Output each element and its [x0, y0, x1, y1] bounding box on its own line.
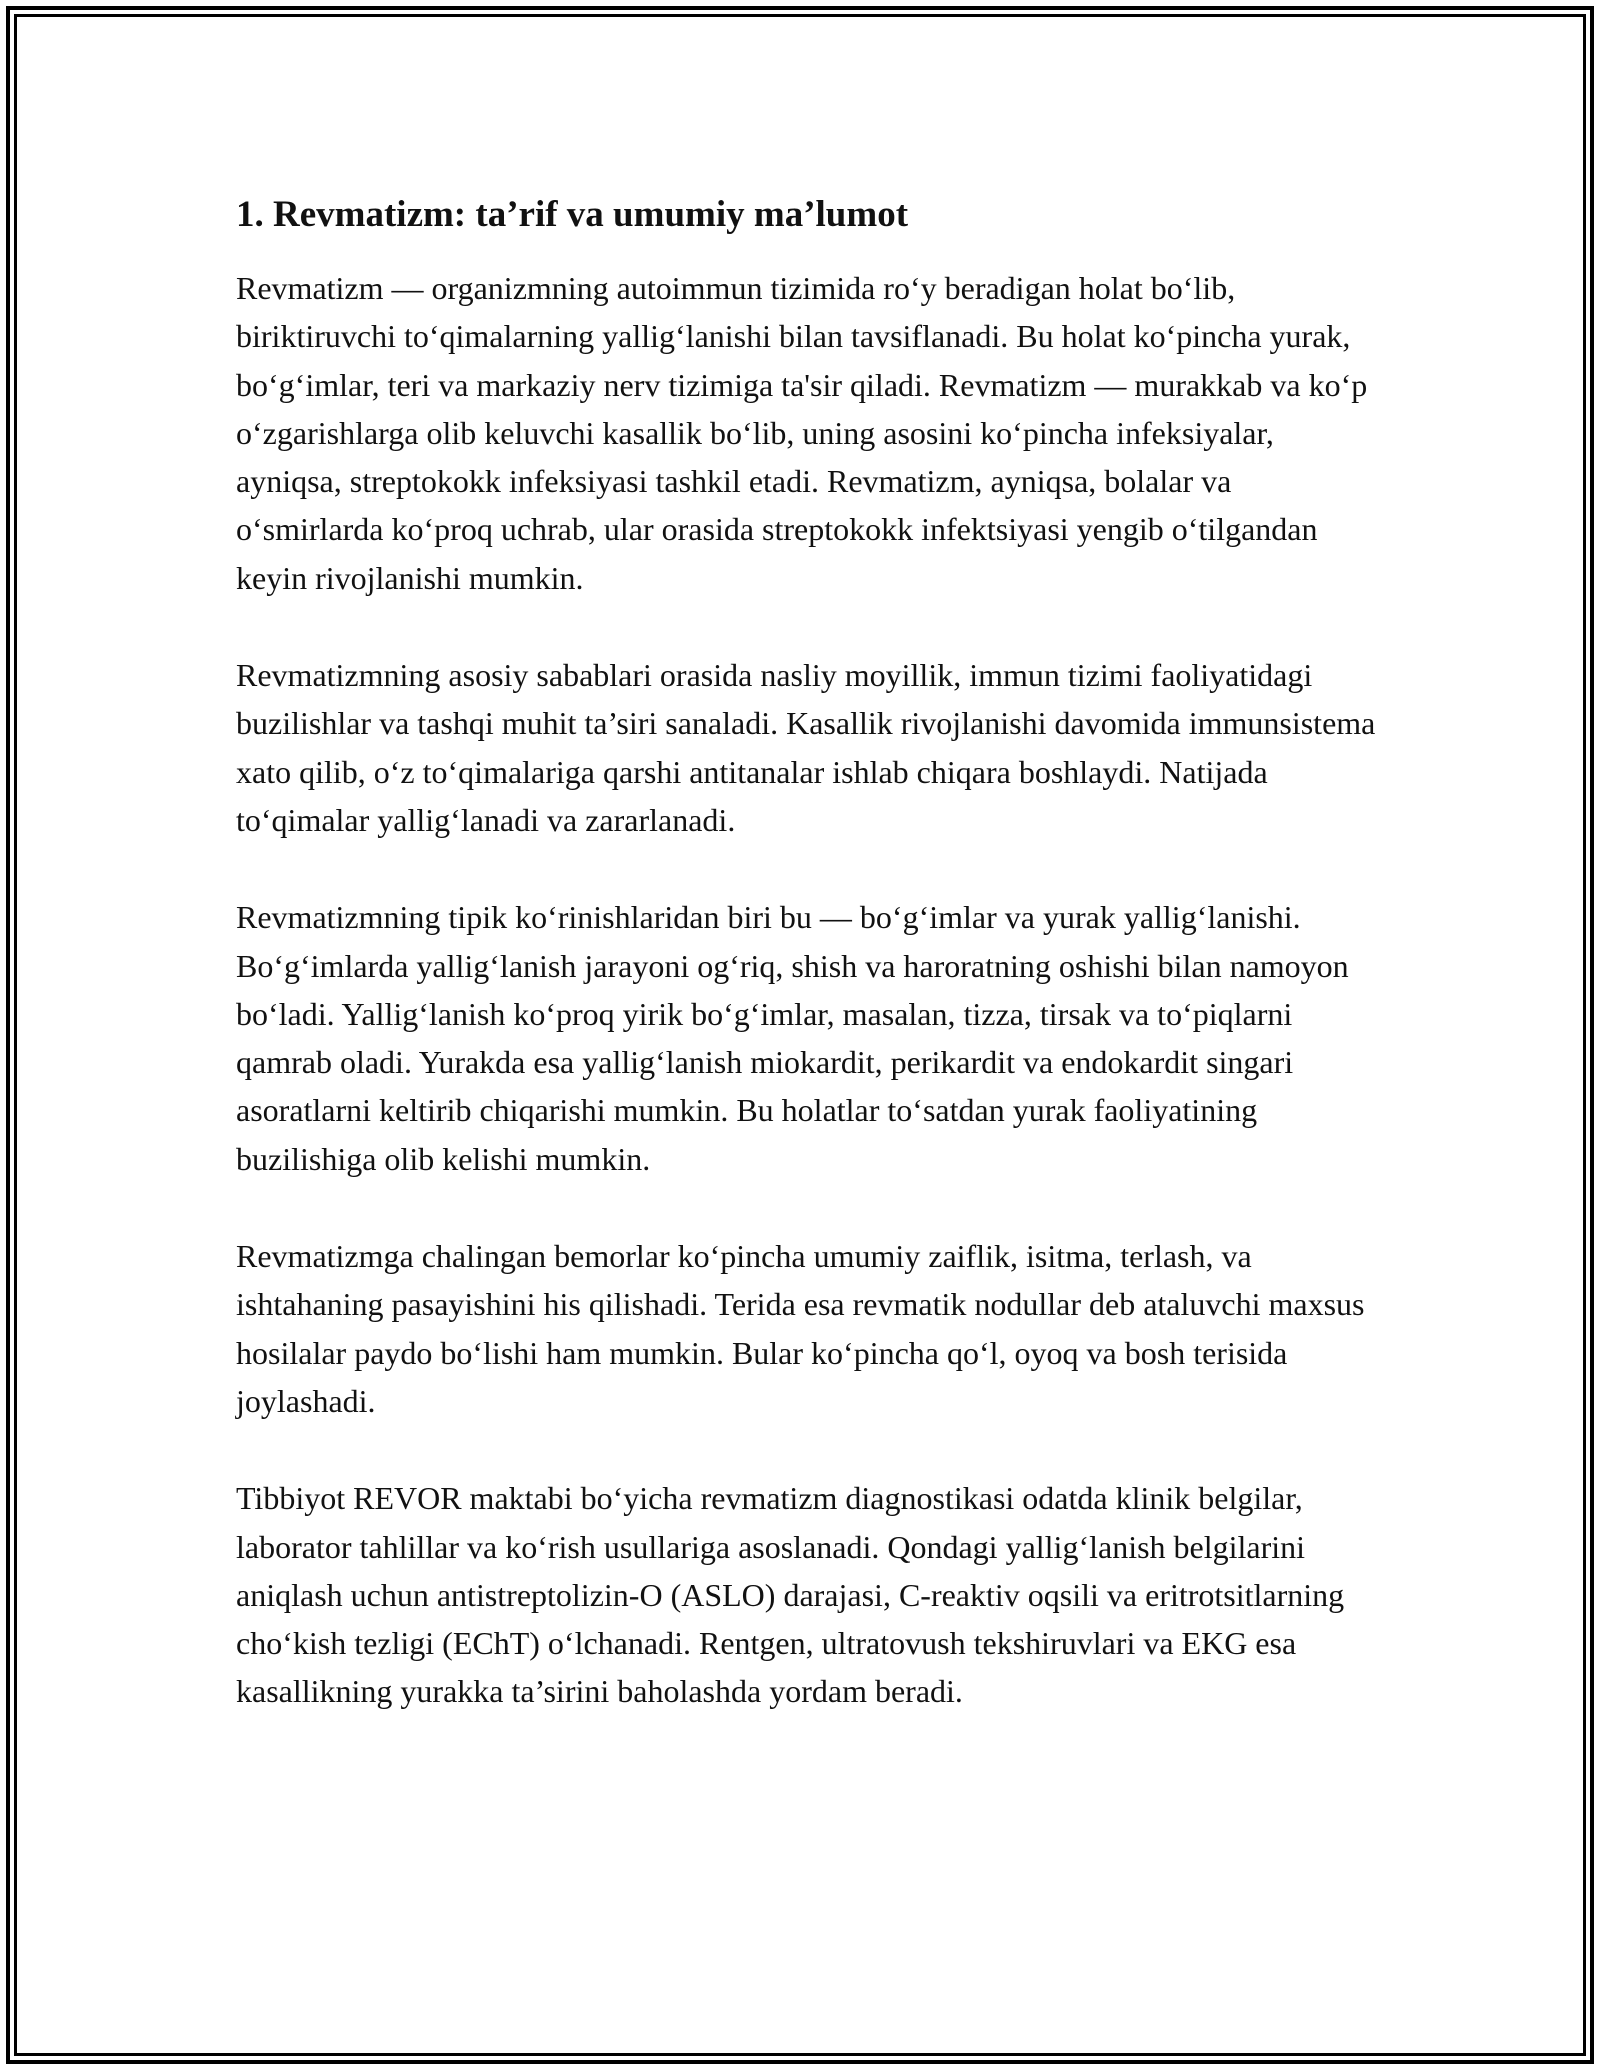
- paragraph-causes: Revmatizmning asosiy sabablari orasida nasliy moyillik, immun tizimi faoliyatidagi buzilishlar va tashqi muhit ta’siri sanaladi. Kasallik rivojlanishi davomida immunsistema xato qilib, o‘z to‘qimalariga qarshi antitanalar ishlab chiqara boshlaydi. Natijada to‘qimalar yallig‘lanadi va zararlanadi.: [236, 657, 1376, 838]
- section-heading: 1. Revmatizm: ta’rif va umumiy ma’lumot: [236, 194, 909, 235]
- paragraph-manifestations: Revmatizmning tipik ko‘rinishlaridan biri bu — bo‘g‘imlar va yurak yallig‘lanishi. Bo‘g‘imlarda yallig‘lanish jarayoni og‘riq, shish va haroratning oshishi bilan namoyon bo‘ladi. Yallig‘lanish ko‘proq yirik bo‘g‘imlar, masalan, tizza, tirsak va to‘piqlarni qamrab oladi. Yurakda esa yallig‘lanish miokardit, perikardit va endokardit singari asoratlarni keltirib chiqarishi mumkin. Bu holatlar to‘satdan yurak faoliyatining buzilishiga olib kelishi mumkin.: [236, 899, 1349, 1177]
- paragraph-definition: Revmatizm — organizmning autoimmun tizimida ro‘y beradigan holat bo‘lib, biriktiruvchi to‘qimalarning yallig‘lanishi bilan tavsiflanadi. Bu holat ko‘pincha yurak, bo‘g‘imlar, teri va markaziy nerv tizimiga ta'sir qiladi. Revmatizm — murakkab va ko‘p o‘zgarishlarga olib keluvchi kasallik bo‘lib, uning asosini ko‘pincha infeksiyalar, ayniqsa, streptokokk infeksiyasi tashkil etadi. Revmatizm, ayniqsa, bolalar va o‘smirlarda ko‘proq uchrab, ular orasida streptokokk infektsiyasi yengib o‘tilgandan keyin rivojlanishi mumkin.: [236, 270, 1368, 596]
- document-body: [236, 186, 1386, 1765]
- paragraph-diagnostics: Tibbiyot REVOR maktabi bo‘yicha revmatizm diagnostikasi odatda klinik belgilar, laborator tahlillar va ko‘rish usullariga asoslanadi. Qondagi yallig‘lanish belgilarini aniqlash uchun antistreptolizin-O (ASLO) darajasi, C-reaktiv oqsili va eritrotsitlarning cho‘kish tezligi (EChT) o‘lchanadi. Rentgen, ultratovush tekshiruvlari va EKG esa kasallikning yurakka ta’sirini baholashda yordam beradi.: [236, 1480, 1345, 1710]
- paragraph-symptoms: Revmatizmga chalingan bemorlar ko‘pincha umumiy zaiflik, isitma, terlash, va ishtahaning pasayishini his qilishadi. Terida esa revmatik nodullar deb ataluvchi maxsus hosilalar paydo bo‘lishi ham mumkin. Bular ko‘pincha qo‘l, oyoq va bosh terisida joylashadi.: [236, 1238, 1365, 1419]
